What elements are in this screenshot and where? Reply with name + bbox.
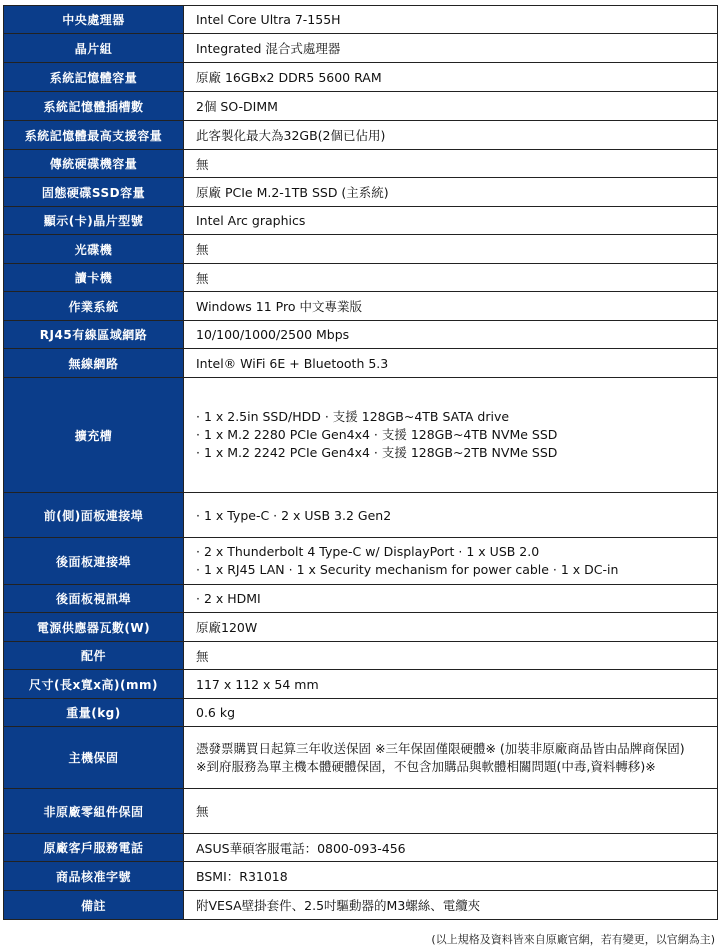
spec-value: 10/100/1000/2500 Mbps — [184, 321, 718, 349]
spec-label: 無線網路 — [4, 349, 184, 378]
spec-row — [4, 670, 718, 699]
spec-value: 無 — [184, 150, 718, 178]
spec-value: 無 — [184, 789, 718, 834]
spec-row — [4, 292, 718, 321]
spec-value: 2個 SO-DIMM — [184, 92, 718, 121]
spec-value-line: · 1 x RJ45 LAN · 1 x Security mechanism for power cable · 1 x DC-in — [196, 562, 619, 577]
spec-value: Intel Core Ultra 7-155H — [184, 6, 718, 34]
spec-label: 中央處理器 — [4, 6, 184, 34]
spec-label: 電源供應器瓦數(W) — [4, 613, 184, 642]
spec-row — [4, 321, 718, 349]
spec-value: 原廠 PCIe M.2-1TB SSD (主系統) — [184, 178, 718, 207]
spec-value: 0.6 kg — [184, 699, 718, 727]
spec-value — [184, 378, 718, 493]
spec-label: 光碟機 — [4, 235, 184, 264]
spec-value: Intel Arc graphics — [184, 207, 718, 235]
spec-row — [4, 699, 718, 727]
spec-label: 配件 — [4, 642, 184, 670]
spec-row — [4, 538, 718, 585]
spec-label: 系統記憶體插槽數 — [4, 92, 184, 121]
spec-label: 備註 — [4, 891, 184, 920]
spec-row — [4, 613, 718, 642]
spec-row — [4, 34, 718, 63]
spec-row — [4, 121, 718, 150]
spec-row — [4, 349, 718, 378]
spec-row — [4, 92, 718, 121]
spec-value: 117 x 112 x 54 mm — [184, 670, 718, 699]
spec-row — [4, 642, 718, 670]
spec-label: 尺寸(長x寬x高)(mm) — [4, 670, 184, 699]
spec-label: 後面板連接埠 — [4, 538, 184, 585]
spec-value: ASUS華碩客服電話：0800-093-456 — [184, 834, 718, 862]
spec-value-line: · 1 x M.2 2280 PCIe Gen4x4 · 支援 128GB~4TB NVMe SSD — [196, 427, 558, 442]
spec-value: · 1 x Type-C · 2 x USB 3.2 Gen2 — [184, 493, 718, 538]
spec-value: · 2 x HDMI — [184, 585, 718, 613]
spec-row — [4, 150, 718, 178]
spec-row — [4, 789, 718, 834]
spec-value-line: · 1 x 2.5in SSD/HDD · 支援 128GB~4TB SATA drive — [196, 409, 510, 424]
spec-label: 擴充槽 — [4, 378, 184, 493]
spec-row — [4, 727, 718, 789]
spec-label: 後面板視訊埠 — [4, 585, 184, 613]
spec-label: RJ45有線區域網路 — [4, 321, 184, 349]
spec-table-body — [4, 6, 718, 920]
spec-row — [4, 264, 718, 292]
spec-label: 作業系統 — [4, 292, 184, 321]
spec-value: Windows 11 Pro 中文專業版 — [184, 292, 718, 321]
spec-row — [4, 235, 718, 264]
spec-value — [184, 538, 718, 585]
spec-value: Integrated 混合式處理器 — [184, 34, 718, 63]
spec-row — [4, 6, 718, 34]
spec-label: 顯示(卡)晶片型號 — [4, 207, 184, 235]
spec-table — [3, 5, 718, 920]
spec-label: 系統記憶體最高支援容量 — [4, 121, 184, 150]
spec-label: 原廠客戶服務電話 — [4, 834, 184, 862]
spec-label: 傳統硬碟機容量 — [4, 150, 184, 178]
spec-value-line: ※到府服務為單主機本體硬體保固，不包含加購品與軟體相關問題(中毒,資料轉移)※ — [196, 758, 656, 774]
spec-label: 商品核准字號 — [4, 862, 184, 891]
spec-row — [4, 891, 718, 920]
footnote: (以上規格及資料皆來自原廠官網，若有變更，以官網為主) — [431, 933, 715, 946]
spec-value: 無 — [184, 642, 718, 670]
spec-row — [4, 63, 718, 92]
spec-value: 無 — [184, 235, 718, 264]
spec-label: 非原廠零組件保固 — [4, 789, 184, 834]
spec-label: 前(側)面板連接埠 — [4, 493, 184, 538]
spec-row — [4, 378, 718, 493]
spec-label: 固態硬碟SSD容量 — [4, 178, 184, 207]
spec-row — [4, 207, 718, 235]
spec-value: Intel® WiFi 6E + Bluetooth 5.3 — [184, 349, 718, 378]
spec-label: 重量(kg) — [4, 699, 184, 727]
spec-value-line: 憑發票購買日起算三年收送保固 ※三年保固僅限硬體※ (加裝非原廠商品皆由品牌商保固) — [196, 740, 685, 756]
spec-value: 附VESA壁掛套件、2.5吋驅動器的M3螺絲、電纜夾 — [184, 891, 718, 920]
spec-value: BSMI：R31018 — [184, 862, 718, 891]
spec-label: 主機保固 — [4, 727, 184, 789]
spec-value: 無 — [184, 264, 718, 292]
spec-row — [4, 178, 718, 207]
spec-row — [4, 493, 718, 538]
spec-row — [4, 862, 718, 891]
spec-value: 此客製化最大為32GB(2個已佔用) — [184, 121, 718, 150]
spec-value: 原廠 16GBx2 DDR5 5600 RAM — [184, 63, 718, 92]
spec-label: 晶片組 — [4, 34, 184, 63]
spec-row — [4, 834, 718, 862]
spec-value-line: · 1 x M.2 2242 PCIe Gen4x4 · 支援 128GB~2TB NVMe SSD — [196, 445, 558, 460]
spec-label: 讀卡機 — [4, 264, 184, 292]
spec-value-line: · 2 x Thunderbolt 4 Type-C w/ DisplayPort · 1 x USB 2.0 — [196, 544, 540, 559]
spec-label: 系統記憶體容量 — [4, 63, 184, 92]
spec-value — [184, 727, 718, 789]
spec-value: 原廠120W — [184, 613, 718, 642]
spec-row — [4, 585, 718, 613]
